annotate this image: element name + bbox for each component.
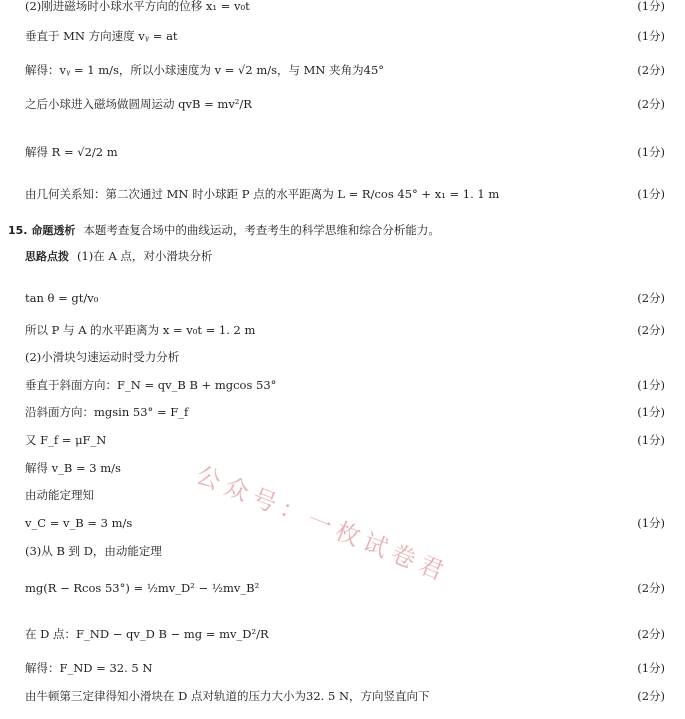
solution-line — [0, 428, 685, 452]
score-label: (1分) — [637, 0, 665, 13]
line-text: 在 D 点：F_ND − qv_D B − mg = mv_D²/R — [25, 627, 269, 641]
line-text: v_C = v_B = 3 m/s — [25, 516, 133, 530]
score-label: (2分) — [637, 63, 665, 77]
question-heading-line — [0, 218, 685, 242]
line-text: 垂直于斜面方向：F_N = qv_B B + mgcos 53° — [25, 378, 277, 392]
score-label: (2分) — [637, 689, 665, 703]
solution-line — [0, 24, 685, 48]
solution-line — [0, 280, 685, 316]
solution-line — [0, 58, 685, 82]
line-text: 解得 R = √2/2 m — [25, 145, 118, 159]
score-label: (1分) — [637, 29, 665, 43]
score-label: (1分) — [637, 378, 665, 392]
solution-line — [0, 318, 685, 342]
score-label: (2分) — [637, 581, 665, 595]
line-text: 本题考查复合场中的曲线运动，考查考生的科学思维和综合分析能力。 — [83, 223, 440, 237]
solution-line — [0, 616, 685, 652]
solution-line — [0, 400, 685, 424]
solution-line — [0, 570, 685, 606]
line-text: (1)在 A 点，对小滑块分析 — [77, 249, 213, 263]
solution-line — [0, 656, 685, 680]
solution-line — [0, 0, 685, 18]
line-text: 由牛顿第三定律得知小滑块在 D 点对轨道的压力大小为32. 5 N，方向竖直向下 — [25, 689, 430, 703]
solution-line — [0, 244, 685, 268]
line-text: 沿斜面方向：mgsin 53° = F_f — [25, 405, 189, 419]
score-label: (1分) — [637, 433, 665, 447]
question-heading: 15. 命题透析 — [8, 224, 76, 237]
solution-line — [0, 456, 685, 480]
line-text: 解得 v_B = 3 m/s — [25, 461, 121, 475]
solution-line — [0, 684, 685, 708]
score-label: (2分) — [637, 97, 665, 111]
score-label: (1分) — [637, 405, 665, 419]
solution-line — [0, 134, 685, 170]
solution-line — [0, 86, 685, 122]
line-text: 由几何关系知：第二次通过 MN 时小球距 P 点的水平距离为 L = R/cos 45° + x₁ = 1. 1 m — [25, 187, 500, 201]
solution-line — [0, 176, 685, 212]
line-text: (2)刚进磁场时小球水平方向的位移 x₁ = v₀t — [25, 0, 250, 13]
line-text: 之后小球进入磁场做圆周运动 qvB = mv²/R — [25, 97, 252, 111]
line-text: 由动能定理知 — [25, 488, 94, 502]
line-text: 垂直于 MN 方向速度 vᵧ = at — [25, 29, 178, 43]
solution-line — [0, 345, 685, 369]
score-label: (1分) — [637, 661, 665, 675]
score-label: (1分) — [637, 145, 665, 159]
line-text: (3)从 B 到 D，由动能定理 — [25, 544, 162, 558]
line-text: tan θ = gt/v₀ — [25, 291, 99, 305]
score-label: (2分) — [637, 291, 665, 305]
solution-line — [0, 373, 685, 397]
line-text: mg(R − Rcos 53°) = ½mv_D² − ½mv_B² — [25, 581, 260, 595]
line-text: 解得：vᵧ = 1 m/s，所以小球速度为 v = √2 m/s，与 MN 夹角为45° — [25, 63, 385, 77]
score-label: (1分) — [637, 516, 665, 530]
line-text: (2)小滑块匀速运动时受力分析 — [25, 350, 180, 364]
score-label: (2分) — [637, 323, 665, 337]
solution-line — [0, 483, 685, 507]
section-heading: 思路点拨 — [25, 250, 69, 263]
watermark: 公众号：一枚试卷君 — [192, 460, 454, 588]
score-label: (2分) — [637, 627, 665, 641]
line-text: 解得：F_ND = 32. 5 N — [25, 661, 153, 675]
line-text: 所以 P 与 A 的水平距离为 x = v₀t = 1. 2 m — [25, 323, 256, 337]
line-text: 又 F_f = μF_N — [25, 433, 107, 447]
score-label: (1分) — [637, 187, 665, 201]
